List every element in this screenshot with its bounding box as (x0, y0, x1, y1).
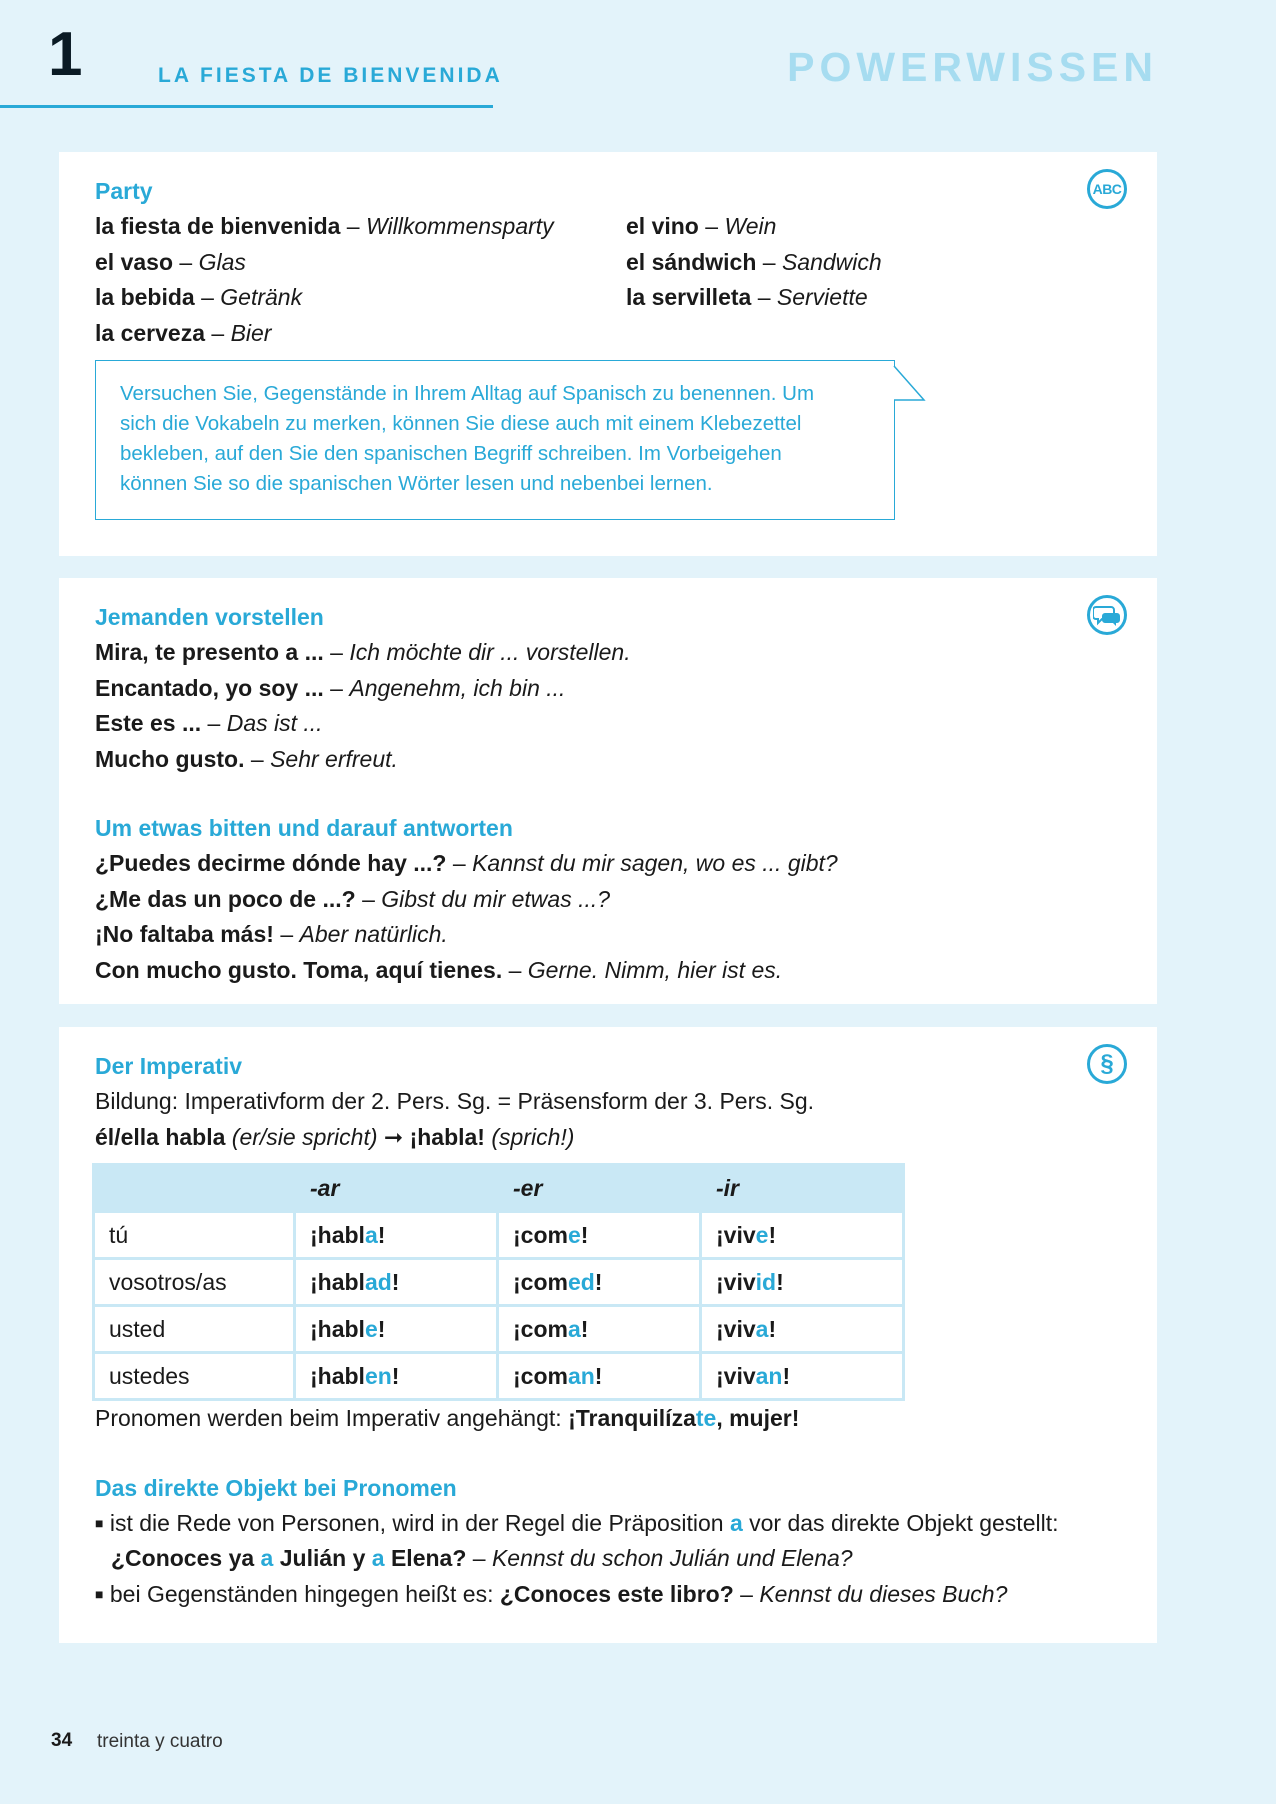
verb-form-cell: ¡coman! (499, 1354, 699, 1398)
phrase-line: ¡No faltaba más! – Aber natürlich. (95, 921, 448, 947)
verb-form-cell: ¡come! (499, 1213, 699, 1257)
vocab-item: la servilleta – Serviette (626, 284, 868, 310)
verb-form-cell: ¡vive! (702, 1213, 902, 1257)
phrase-line: ¿Me das un poco de ...? – Gibst du mir etwas ...? (95, 885, 611, 912)
verb-form-cell: ¡coma! (499, 1307, 699, 1351)
table-header: -er (499, 1166, 699, 1210)
phrase-line: Encantado, yo soy ... – Angenehm, ich bin ... (95, 674, 566, 701)
dialog-card (59, 578, 1157, 1004)
pronoun-cell: tú (95, 1213, 293, 1257)
chapter-title: LA FIESTA DE BIENVENIDA (158, 64, 503, 87)
pronoun-cell: vosotros/as (95, 1260, 293, 1304)
page-number-words: treinta y cuatro (97, 1731, 223, 1752)
vocab-item: la bebida – Getränk (95, 284, 303, 310)
tip-box (95, 360, 895, 520)
header-rule (0, 105, 493, 108)
table-header: -ir (702, 1166, 902, 1210)
vocab-item: la fiesta de bienvenida – Willkommensparty (95, 213, 554, 239)
table-row (95, 1213, 902, 1257)
bullet-item: ■ ist die Rede von Personen, wird in der Regel die Präposition a vor das direkte Objekt gestellt: (95, 1509, 1059, 1536)
bullet-example: ¿Conoces ya a Julián y a Elena? – Kennst du schon Julián und Elena? (111, 1545, 853, 1571)
pronoun-cell: usted (95, 1307, 293, 1351)
vocab-item: la cerveza – Bier (95, 319, 272, 346)
verb-form-cell: ¡habla! (296, 1213, 496, 1257)
verb-form-cell: ¡comed! (499, 1260, 699, 1304)
formation-example: él/ella habla (er/sie spricht) ➞ ¡habla! (sprich!) (95, 1123, 575, 1150)
party-title: Party (95, 178, 153, 204)
vocab-column-left (95, 209, 554, 351)
table-row (95, 1260, 902, 1304)
abc-icon: ABC (1087, 169, 1127, 209)
tip-line: sich die Vokabeln zu merken, können Sie diese auch mit einem Klebezettel (120, 412, 802, 435)
page-number: 34 (51, 1730, 73, 1751)
table-header-row (95, 1166, 902, 1210)
chapter-number: 1 (48, 20, 83, 89)
phrase-line: Mira, te presento a ... – Ich möchte dir ... vorstellen. (95, 639, 631, 665)
request-title: Um etwas bitten und darauf antworten (95, 815, 513, 841)
bullet-icon: ■ (95, 1585, 104, 1602)
tip-line: können Sie so die spanischen Wörter lesen und nebenbei lernen. (120, 472, 713, 495)
table-row (95, 1354, 902, 1398)
paragraph-icon: § (1087, 1044, 1127, 1084)
phrase-line: Este es ... – Das ist ... (95, 710, 323, 736)
phrase-line: ¿Puedes decirme dónde hay ...? – Kannst du mir sagen, wo es ... gibt? (95, 850, 838, 876)
formation-rule: Bildung: Imperativform der 2. Pers. Sg. = Präsensform der 3. Pers. Sg. (95, 1088, 815, 1114)
tip-line: bekleben, auf den Sie den spanischen Begriff schreiben. Im Vorbeigehen (120, 442, 782, 465)
speech-tail-icon (892, 358, 928, 408)
imperative-table (92, 1163, 905, 1401)
vocab-item: el sándwich – Sandwich (626, 248, 882, 275)
table-header (95, 1166, 293, 1210)
direct-object-title: Das direkte Objekt bei Pronomen (95, 1474, 457, 1501)
vocab-item: el vaso – Glas (95, 248, 246, 275)
pronoun-cell: ustedes (95, 1354, 293, 1398)
bullet-item: ■ bei Gegenständen hingegen heißt es: ¿Conoces este libro? – Kennst du dieses Buch? (95, 1580, 1008, 1607)
verb-form-cell: ¡vivan! (702, 1354, 902, 1398)
pronoun-note: Pronomen werden beim Imperativ angehängt: ¡Tranquilízate, mujer! (95, 1405, 800, 1431)
phrase-line: Con mucho gusto. Toma, aquí tienes. – Gerne. Nimm, hier ist es. (95, 956, 783, 983)
table-header: -ar (296, 1166, 496, 1210)
verb-form-cell: ¡hablen! (296, 1354, 496, 1398)
verb-form-cell: ¡hable! (296, 1307, 496, 1351)
verb-form-cell: ¡hablad! (296, 1260, 496, 1304)
vocab-column-right (626, 209, 882, 316)
bullet-icon: ■ (95, 1514, 104, 1531)
vocab-grid (95, 209, 1115, 351)
tip-line: Versuchen Sie, Gegenstände in Ihrem Alltag auf Spanisch zu benennen. Um (120, 382, 815, 405)
imperative-title: Der Imperativ (95, 1053, 243, 1079)
section-label: POWERWISSEN (787, 44, 1158, 90)
party-card (59, 152, 1157, 556)
table-row (95, 1307, 902, 1351)
grammar-card (59, 1027, 1157, 1643)
verb-form-cell: ¡viva! (702, 1307, 902, 1351)
intro-title: Jemanden vorstellen (95, 604, 324, 630)
phrase-line: Mucho gusto. – Sehr erfreut. (95, 745, 398, 772)
vocab-item: el vino – Wein (626, 213, 777, 239)
verb-form-cell: ¡vivid! (702, 1260, 902, 1304)
